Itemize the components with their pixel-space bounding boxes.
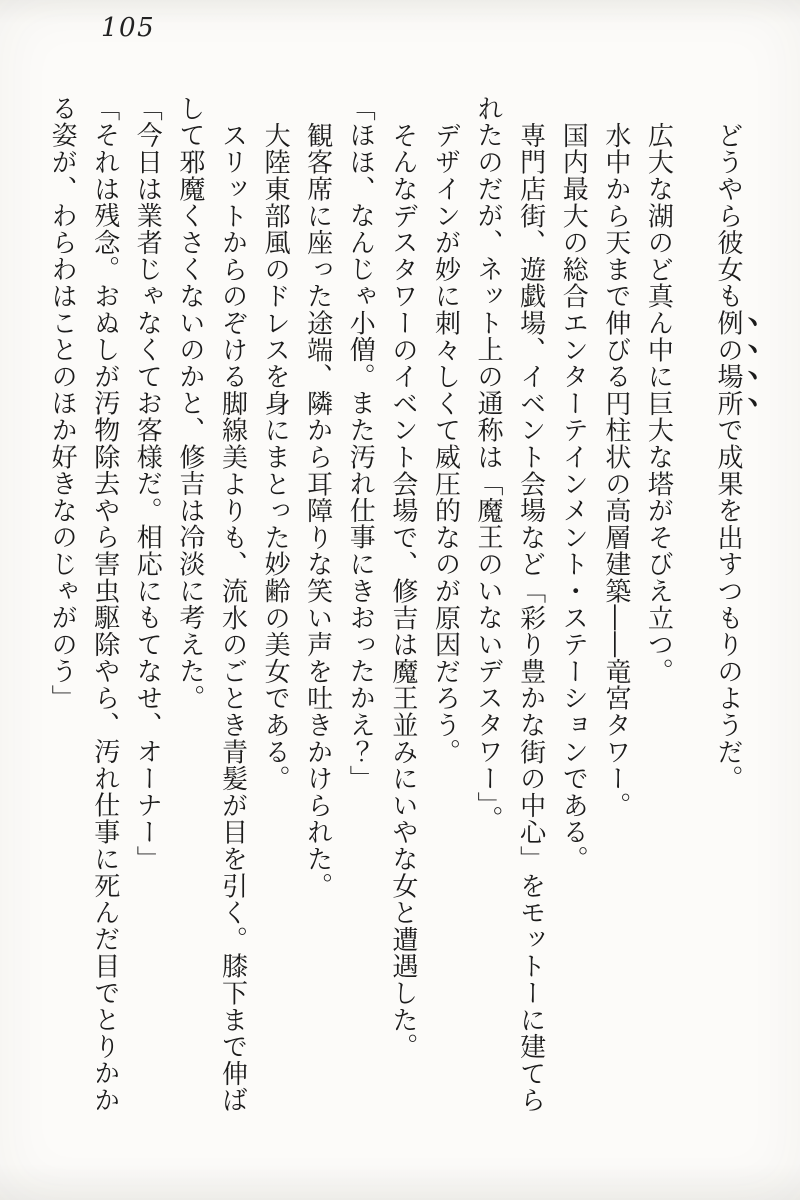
text-segment: 「今日は業者じゃなくてお客様だ。相応にもてなせ、オーナー」	[132, 95, 163, 873]
text-segment: で成果を出すつもりのようだ。	[713, 416, 743, 793]
line-02	[637, 95, 680, 1119]
line-09	[339, 95, 382, 1119]
line-12	[211, 95, 254, 1119]
line-15	[83, 95, 126, 1119]
line-10	[296, 95, 339, 1119]
line-08	[381, 95, 424, 1119]
line-03	[594, 95, 637, 1119]
text-segment: スリットからのぞける脚線美よりも、流水のごとき青髪が目を引く。膝下まで伸ば	[217, 122, 248, 1114]
line-13	[168, 95, 211, 1119]
text-segment: 専門店街、遊戯場、イベント会場など「彩り豊かな街の中心」をモットーに建てら	[515, 122, 546, 1114]
text-segment: 水中から天まで伸びる円柱状の高層建築――竜宮タワー。	[600, 122, 631, 819]
line-14	[126, 95, 169, 1119]
text-block	[41, 95, 763, 1119]
text-segment: デザインが妙に刺々しくて威圧的なのが原因だろう。	[430, 122, 461, 766]
line-01	[706, 95, 762, 1119]
line-16	[41, 95, 84, 1119]
text-segment: 「ほほ、なんじゃ小僧。また汚れ仕事にきおったかえ？」	[345, 95, 376, 792]
text-segment: 大陸東部風のドレスを身にまとった妙齢の美女である。	[260, 122, 291, 792]
emphasized-text: 例の場所	[713, 309, 743, 417]
line-06	[466, 95, 509, 1119]
line-04	[552, 95, 595, 1119]
text-segment: 広大な湖のど真ん中に巨大な塔がそびえ立つ。	[643, 122, 674, 685]
line-07	[424, 95, 467, 1119]
text-segment: 「それは残念。おぬしが汚物除去やら害虫駆除やら、汚れ仕事に死んだ目でとりかか	[89, 95, 120, 1114]
line-11	[253, 95, 296, 1119]
text-segment: して邪魔くさくないのかと、修吉は冷淡に考えた。	[174, 95, 205, 712]
text-segment: どうやら彼女も	[713, 122, 743, 310]
text-segment: 国内最大の総合エンターテインメント・ステーションである。	[558, 122, 589, 873]
text-segment: れたのだが、ネット上の通称は「魔王のいないデスタワー」。	[473, 95, 504, 833]
text-segment: そんなデスタワーのイベント会場で、修吉は魔王並みにいやな女と遭遇した。	[387, 122, 418, 1060]
text-segment: 観客席に座った途端、隣から耳障りな笑い声を吐きかけられた。	[302, 122, 333, 900]
page-number: 105	[101, 13, 156, 43]
line-05	[509, 95, 552, 1119]
text-segment: る姿が、わらわはことのほか好きなのじゃがのう」	[47, 95, 78, 712]
